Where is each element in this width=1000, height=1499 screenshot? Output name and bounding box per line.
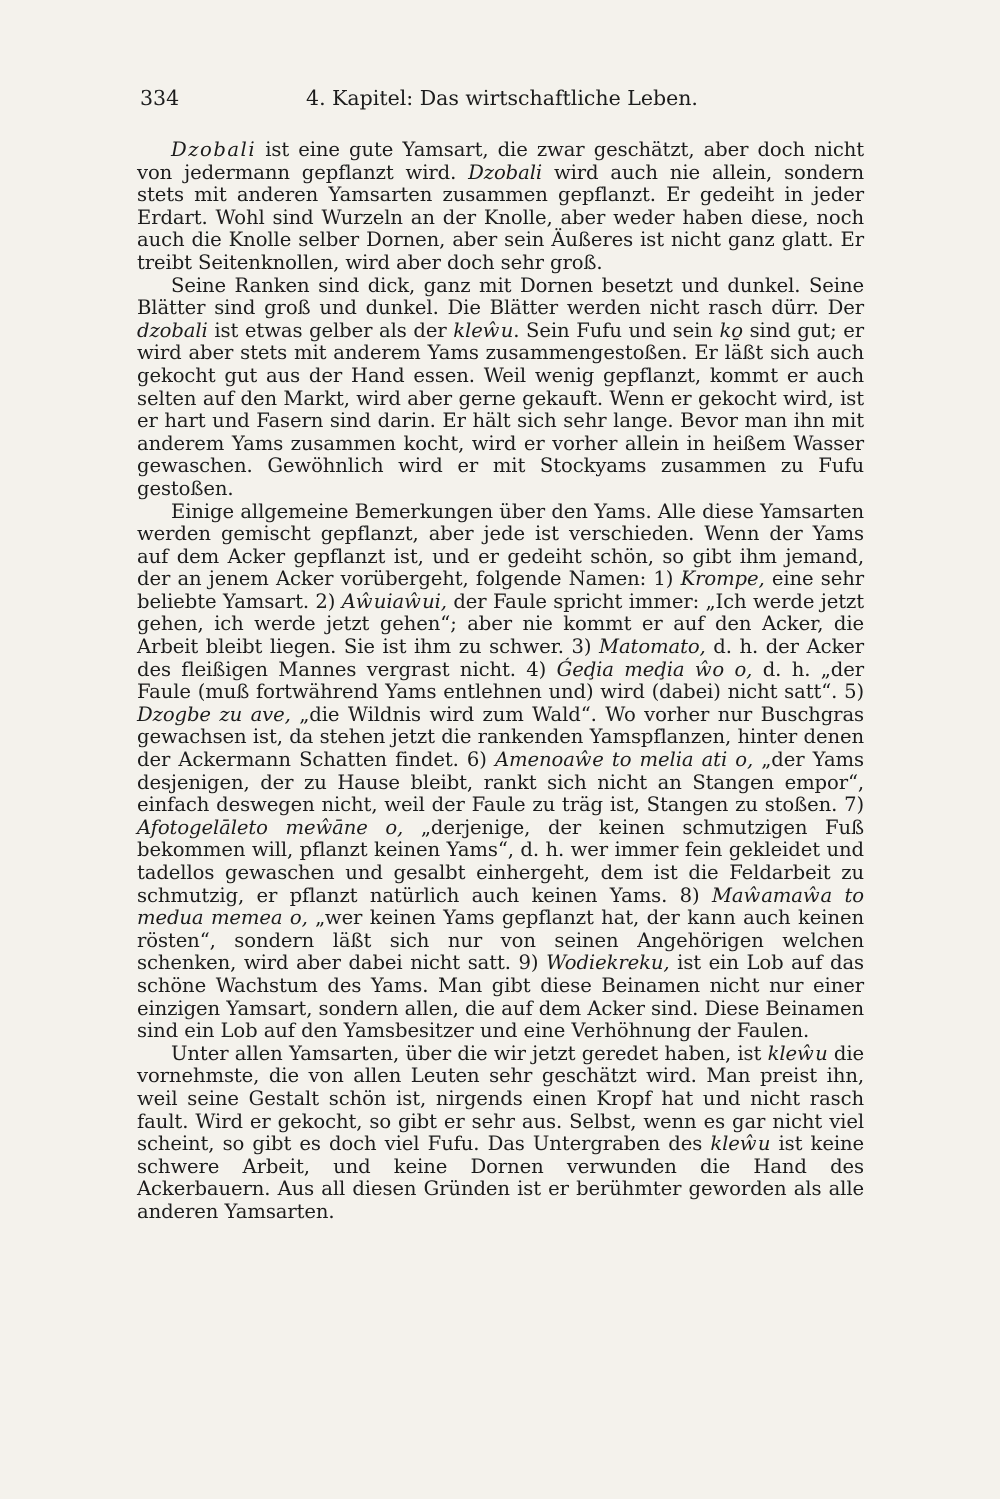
italic-term: Matomato, — [599, 635, 706, 659]
italic-term: Dzogbe zu ave, — [137, 702, 291, 726]
paragraph — [137, 139, 864, 275]
text-run: . Sein Fufu und sein — [513, 318, 720, 342]
text-run: „derjenige, der keinen schmutzigen Fuß bekommen will, pflanzt keinen Yams“, d. h. wer immer fein gekleidet und tadellos gewaschen und gesalbt einhergeht, dem ist die Feldarbeit zu schmutzig, er pflanzt natürlich auch keinen Yams. 8) — [137, 815, 864, 907]
text-run: ist etwas gelber als der — [207, 318, 454, 342]
italic-term: dzobali — [137, 318, 208, 342]
italic-term: kleŵu — [767, 1041, 828, 1065]
italic-term: Afotogelāleto meŵāne o, — [137, 815, 404, 839]
italic-term: Wodiekreku, — [546, 951, 670, 975]
text-run: die vornehmste, die von allen Leuten sehr geschätzt wird. Man preist ihn, weil seine Gestalt schön ist, nirgends einen Kropf hat und nicht rasch fault. Wird er gekocht, so gibt er sehr aus. Selbst, wenn es gar nicht viel scheint, so gibt es doch viel Fufu. Das Untergraben des — [137, 1041, 864, 1156]
text-run: Einige allgemeine Bemerkungen über den Yams. Alle diese Yamsarten werden gemischt gepflanzt, aber jede ist verschieden. Wenn der Yams auf dem Acker gepflanzt ist, und er gedeiht schön, so gibt ihm jemand, der an jenem Acker vorübergeht, folgende Namen: 1) — [137, 499, 864, 591]
italic-term: Aŵuiaŵui, — [341, 589, 447, 613]
italic-term: Dzobali — [468, 160, 543, 184]
page-number: 334 — [140, 86, 180, 110]
text-run: ist keine schwere Arbeit, und keine Dornen verwunden die Hand des Ackerbauern. Aus all diesen Gründen ist er berühmter geworden als alle anderen Yamsarten. — [137, 1132, 865, 1223]
paragraph — [137, 501, 864, 1043]
text-run: Seine Ranken sind dick, ganz mit Dornen besetzt und dunkel. Seine Blätter sind groß und dunkel. Die Blätter werden nicht rasch dürr. Der — [137, 273, 864, 320]
paragraph — [137, 1043, 864, 1224]
text-run: d. h. der Acker des fleißigen Mannes vergrast nicht. 4) — [137, 635, 864, 681]
italic-term: Maŵamaŵa to medua memea o, — [137, 883, 864, 930]
text-run: ist ein Lob auf das schöne Wachstum des Yams. Man gibt diese Beinamen nicht nur einer einzigen Yamsart, sondern allen, die auf dem Acker sind. Diese Beinamen sind ein Lob auf den Yamsbesitzer und eine Verhöhnung der Faulen. — [137, 951, 864, 1043]
page-header — [140, 86, 864, 116]
italic-term: Krompe, — [680, 567, 765, 591]
italic-term: Dzobali — [171, 138, 257, 161]
text-run: der Faule spricht immer: „Ich werde jetzt gehen, ich werde jetzt gehen“; aber nie kommt er auf den Acker, die Arbeit bleibt liegen. Sie ist ihm zu schwer. 3) — [137, 589, 864, 659]
italic-term: kleŵu — [710, 1132, 771, 1156]
text-run: „wer keinen Yams gepflanzt hat, der kann auch keinen rösten“, sondern läßt sich nur von seinen Angehörigen welchen schenken, wird aber dabei nicht satt. 9) — [137, 906, 864, 975]
text-run: Unter allen Yamsarten, über die wir jetzt geredet haben, ist — [171, 1041, 768, 1065]
paragraph — [137, 275, 864, 501]
text-run: ist eine gute Yamsart, die zwar geschätzt, aber doch nicht von jedermann gepflanzt wird. — [137, 138, 864, 184]
text-run: „der Yams desjenigen, der zu Hause bleibt, rankt sich nicht an Stangen empor“, einfach deswegen nicht, weil der Faule zu träg ist, Stangen zu stoßen. 7) — [137, 748, 864, 817]
text-run: d. h. „der Faule (muß fortwährend Yams entlehnen und) wird (dabei) nicht satt“. 5) — [137, 657, 865, 704]
text-run: eine sehr beliebte Yamsart. 2) — [137, 567, 865, 613]
text-run: sind gut; er wird aber stets mit anderem Yams zusammengestoßen. Er läßt sich auch gekocht gut aus der Hand essen. Weil wenig gepflanzt, kommt er auch selten auf den Markt, wird aber gerne gekauft. Wenn er gekocht wird, ist er hart und Fasern sind darin. Er hält sich sehr lange. Bevor man ihn mit anderem Yams zusammen kocht, wird er vorher allein in heißem Wasser gewaschen. Gewöhnlich wird er mit Stockyams zusammen zu Fufu gestoßen. — [137, 318, 864, 500]
italic-term: Ǵeḑia meḑia ŵo o, — [556, 657, 753, 681]
running-title: 4. Kapitel: Das wirtschaftliche Leben. — [306, 86, 698, 110]
italic-term: kleŵu — [453, 318, 514, 342]
body-text — [137, 139, 864, 1224]
italic-term: ko̱ — [719, 318, 743, 342]
text-run: wird auch nie allein, sondern stets mit anderen Yamsarten zusammen gepflanzt. Er gedeiht in jeder Erdart. Wohl sind Wurzeln an der Knolle, aber weder haben diese, noch auch die Knolle selber Dornen, aber sein Äußeres ist nicht ganz glatt. Er treibt Seitenknollen, wird aber doch sehr groß. — [137, 160, 864, 274]
text-run: „die Wildnis wird zum Wald“. Wo vorher nur Buschgras gewachsen ist, da stehen jetzt die rankenden Yamspflanzen, hinter denen der Ackermann Schatten findet. 6) — [137, 702, 864, 772]
italic-term: Amenoaŵe to melia ati o, — [494, 748, 754, 772]
